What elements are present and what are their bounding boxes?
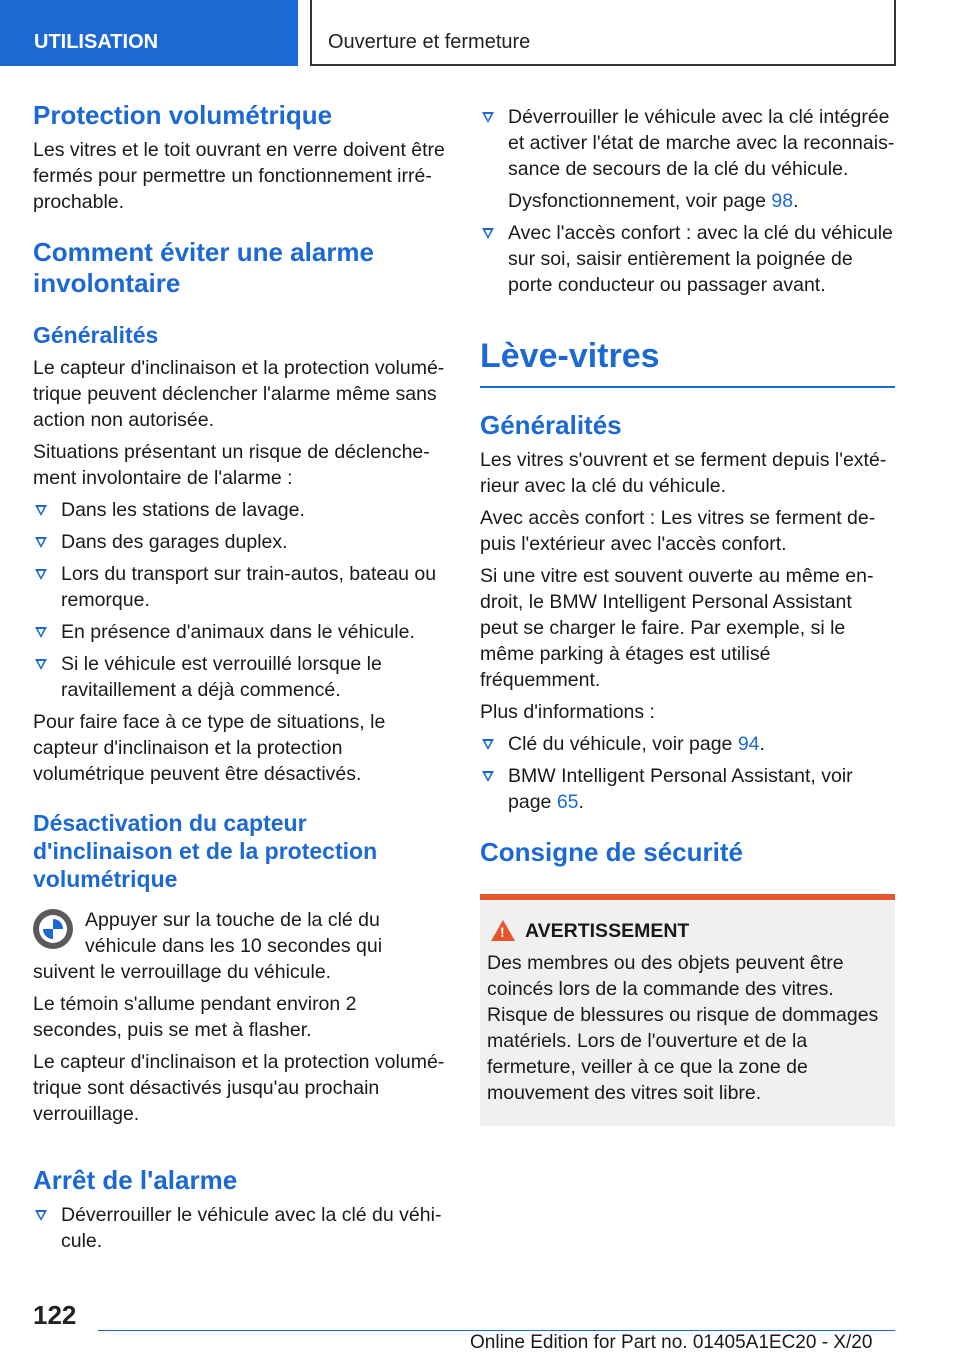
warning-box <box>480 894 895 1126</box>
section-tab[interactable]: UTILISATION <box>0 0 298 66</box>
paragraph: Les vitres s'ouvrent et se ferment depuis l'extérieur avec la clé du véhicule. <box>480 449 887 497</box>
bullet-triangle-icon <box>482 228 494 239</box>
list-item: Clé du véhicule, voir page 94. <box>480 731 895 757</box>
bullet-triangle-icon <box>35 505 47 516</box>
list-item: En présence d'animaux dans le véhicule. <box>33 619 448 645</box>
heading-eviter-alarme: Comment éviter une alarme involontaire <box>33 237 375 298</box>
paragraph: Le capteur d'inclinaison et la protection volumétrique sont désactivés jusqu'au prochain verrouillage. <box>33 1051 445 1125</box>
bullet-triangle-icon <box>35 659 47 670</box>
cross-reference: Dysfonctionnement, voir page 98. <box>508 190 799 212</box>
arret-list <box>33 1202 448 1254</box>
heading-arret-alarme: Arrêt de l'alarme <box>33 1165 238 1195</box>
arret-list-continued <box>480 104 895 298</box>
list-item: Dans les stations de lavage. <box>33 497 448 523</box>
edition-text: Online Edition for Part no. 01405A1EC20 - X/20 <box>470 1332 873 1353</box>
paragraph: Le témoin s'allume pendant environ 2 secondes, puis se met à flasher. <box>33 993 357 1041</box>
bullet-triangle-icon <box>35 537 47 548</box>
list-item: Déverrouiller le véhicule avec la clé du véhicule. <box>33 1202 448 1254</box>
list-item: Avec l'accès confort : avec la clé du véhicule sur soi, saisir entièrement la poignée de porte conducteur ou passager avant. <box>480 220 895 298</box>
heading-leve-vitres: Lève-vitres <box>480 337 660 375</box>
paragraph-key-button: Appuyer sur la touche de la clé du véhicule dans les 10 secondes qui suivent le verrouillage du véhicule. <box>33 909 383 983</box>
paragraph: Avec accès confort : Les vitres se ferment depuis l'extérieur avec l'accès confort. <box>480 507 876 555</box>
info-list <box>480 731 895 815</box>
page-link[interactable]: 98 <box>771 190 794 212</box>
heading-protection-volumetrique: Protection volumétrique <box>33 100 333 130</box>
paragraph: Les vitres et le toit ouvrant en verre doivent être fermés pour permettre un fonctionnement irréprochable. <box>33 139 445 213</box>
heading-generalites: Généralités <box>33 322 159 348</box>
bullet-triangle-icon <box>482 771 494 782</box>
heading-generalites: Généralités <box>480 410 622 440</box>
left-column <box>33 100 448 1254</box>
chapter-tab[interactable]: Ouverture et fermeture <box>310 0 896 66</box>
bullet-triangle-icon <box>35 1210 47 1221</box>
bullet-triangle-icon <box>35 627 47 638</box>
bmw-key-icon <box>33 909 73 949</box>
page-number: 122 <box>33 1300 77 1330</box>
warning-triangle-icon <box>491 920 515 941</box>
heading-desactivation: Désactivation du capteur d'inclinaison et de la protection volumétrique <box>33 810 378 892</box>
footer-rule <box>98 1330 895 1331</box>
list-item: Déverrouiller le véhicule avec la clé intégrée et activer l'état de marche avec la reconnaissance de secours de la clé du véhicule. Dysfonctionnement, voir page 98. <box>480 104 895 214</box>
page-link[interactable]: 94 <box>737 733 760 755</box>
paragraph: Pour faire face à ce type de situations, le capteur d'inclinaison et la protection volumétrique peuvent être désactivés. <box>33 711 386 785</box>
warning-text: Des membres ou des objets peuvent être coincés lors de la commande des vitres. Risque de blessures ou risque de dommages matériels. Lors de l'ouverture et de la fermeture, veiller à ce que la zone de mouvement des vitres soit libre. <box>487 952 879 1104</box>
paragraph: Le capteur d'inclinaison et la protection volumétrique peuvent déclencher l'alarme même sans action non autorisée. <box>33 357 445 431</box>
paragraph: Situations présentant un risque de déclenchement involontaire de l'alarme : <box>33 441 430 489</box>
page-header <box>0 0 960 66</box>
heading-consigne-securite: Consigne de sécurité <box>480 837 743 867</box>
list-item: Si le véhicule est verrouillé lorsque le ravitaillement a déjà commencé. <box>33 651 448 703</box>
heading-rule <box>480 386 895 388</box>
paragraph: Si une vitre est souvent ouverte au même endroit, le BMW Intelligent Personal Assistant peut se charger le faire. Par exemple, si le même parking à étages est utilisé fréquemment. <box>480 565 874 691</box>
situations-list <box>33 497 448 703</box>
paragraph: Plus d'informations : <box>480 701 655 723</box>
page-link[interactable]: 65 <box>556 791 579 813</box>
bullet-triangle-icon <box>482 739 494 750</box>
list-item: BMW Intelligent Personal Assistant, voir page 65. <box>480 763 895 815</box>
list-item: Dans des garages duplex. <box>33 529 448 555</box>
bullet-triangle-icon <box>35 569 47 580</box>
page-footer <box>0 1290 960 1362</box>
bullet-triangle-icon <box>482 112 494 123</box>
list-item: Lors du transport sur train-autos, bateau ou remorque. <box>33 561 448 613</box>
warning-title: ! AVERTISSEMENT <box>487 918 888 944</box>
right-column <box>480 100 895 1126</box>
